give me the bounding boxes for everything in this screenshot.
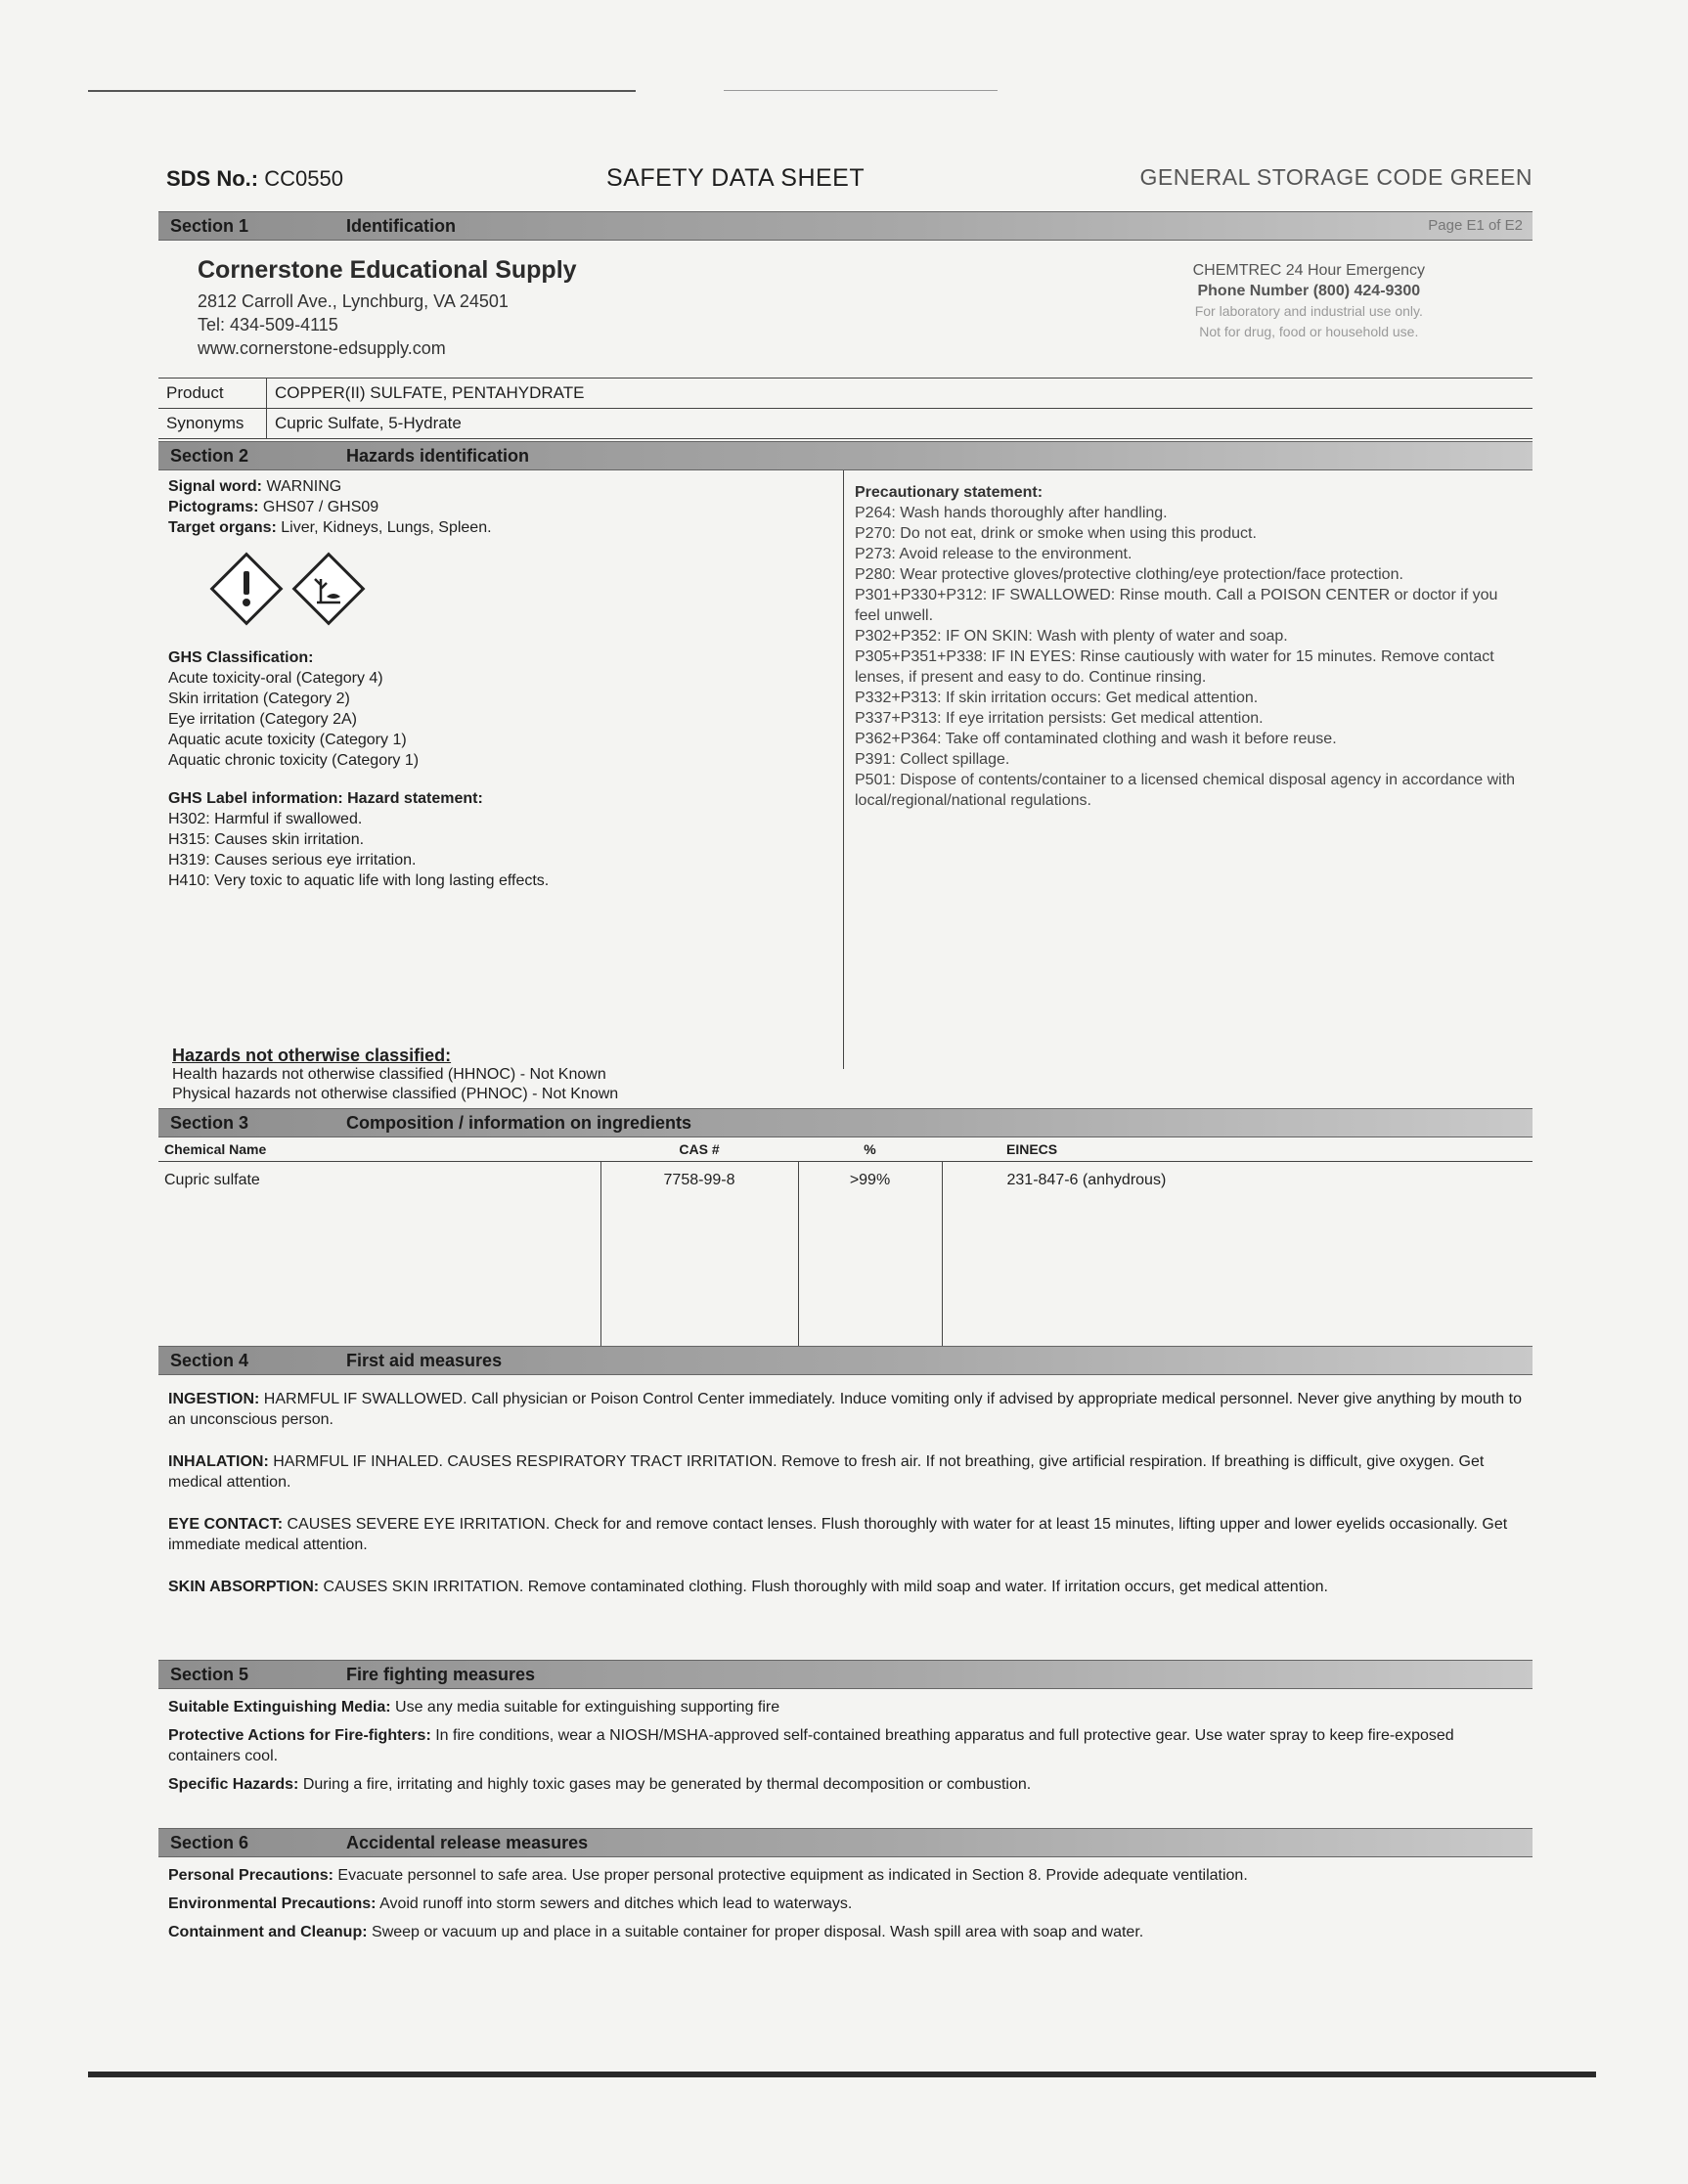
product-table [158, 378, 1533, 439]
list-item: P301+P330+P312: IF SWALLOWED: Rinse mouth. Call a POISON CENTER or doctor if you feel unwell. [855, 587, 1498, 624]
section-number: Section 5 [170, 1665, 249, 1684]
synonyms-value: Cupric Sulfate, 5-Hydrate [267, 409, 1533, 439]
precautionary-column [855, 482, 1520, 811]
section-number: Section 4 [170, 1351, 249, 1370]
list-item: P501: Dispose of contents/container to a licensed chemical disposal agency in accordance with local/regional/national regulations. [855, 772, 1516, 809]
document-title: SAFETY DATA SHEET [606, 164, 866, 192]
section-3-bar [158, 1108, 1533, 1137]
first-aid-item: SKIN ABSORPTION: CAUSES SKIN IRRITATION. Remove contaminated clothing. Flush thoroughly with mild soap and water. If irritation occurs, get medical attention. [168, 1579, 1328, 1595]
first-aid-block [158, 1375, 1533, 1625]
environment-icon [291, 552, 366, 626]
list-item: P362+P364: Take off contaminated clothing and wash it before reuse. [855, 731, 1337, 747]
section-6-bar [158, 1828, 1533, 1857]
section-title: Composition / information on ingredients [346, 1113, 691, 1133]
scan-edge-line [88, 2072, 1596, 2077]
scan-edge-line [88, 90, 636, 92]
classification-list [168, 668, 843, 771]
list-item: Aquatic acute toxicity (Category 1) [168, 732, 407, 748]
fire-fighting-block [158, 1689, 1533, 1806]
target-organs: Target organs: Liver, Kidneys, Lungs, Spleen. [168, 519, 492, 536]
ghs-label-info: GHS Label information: Hazard statement: [168, 790, 483, 807]
column-header: % [798, 1137, 942, 1162]
page-number: Page E1 of E2 [1428, 217, 1523, 234]
list-item: P273: Avoid release to the environment. [855, 546, 1133, 562]
product-row [158, 379, 1533, 409]
hazard-statement-list [168, 809, 843, 891]
section-number: Section 6 [170, 1833, 249, 1852]
release-item: Environmental Precautions: Avoid runoff into storm sewers and ditches which lead to waterways. [168, 1895, 853, 1912]
release-item: Containment and Cleanup: Sweep or vacuum up and place in a suitable container for proper disposal. Wash spill area with soap and water. [168, 1924, 1144, 1940]
synonyms-label: Synonyms [158, 409, 267, 439]
product-value: COPPER(II) SULFATE, PENTAHYDRATE [267, 379, 1533, 409]
ghs-pictograms [209, 552, 843, 630]
table-cell: 7758-99-8 [600, 1162, 798, 1347]
identification-block [158, 241, 1533, 378]
fire-item: Suitable Extinguishing Media: Use any media suitable for extinguishing supporting fire [168, 1699, 780, 1716]
list-item: Skin irritation (Category 2) [168, 691, 350, 707]
list-item: H410: Very toxic to aquatic life with long lasting effects. [168, 872, 550, 889]
column-divider [843, 470, 844, 1069]
list-item: P280: Wear protective gloves/protective clothing/eye protection/face protection. [855, 566, 1403, 583]
column-header: CAS # [600, 1137, 798, 1162]
section-title: Identification [346, 216, 456, 236]
list-item: Eye irritation (Category 2A) [168, 711, 357, 728]
list-item: Aquatic chronic toxicity (Category 1) [168, 752, 420, 769]
column-header: Chemical Name [158, 1137, 600, 1162]
composition-table [158, 1137, 1533, 1346]
list-item: H319: Causes serious eye irritation. [168, 852, 417, 869]
scan-edge-line [724, 90, 998, 91]
column-header: EINECS [942, 1137, 1533, 1162]
section-1-bar [158, 211, 1533, 241]
section-title: Hazards identification [346, 446, 530, 466]
storage-code: GENERAL STORAGE CODE GREEN [1139, 164, 1533, 190]
company-name: Cornerstone Educational Supply [198, 256, 577, 284]
table-cell: >99% [798, 1162, 942, 1347]
fire-item: Specific Hazards: During a fire, irritating and highly toxic gases may be generated by thermal decomposition or combustion. [168, 1776, 1032, 1793]
list-item: P332+P313: If skin irritation occurs: Get medical attention. [855, 690, 1259, 706]
table-row [158, 1162, 1533, 1347]
release-item: Personal Precautions: Evacuate personnel to safe area. Use proper personal protective equipment as indicated in Section 8. Provide adequate ventilation. [168, 1867, 1248, 1884]
first-aid-item: EYE CONTACT: CAUSES SEVERE EYE IRRITATION. Check for and remove contact lenses. Flush thoroughly with water for at least 15 minutes, lifting upper and lower eyelids occasionally. Get immediate medical attention. [168, 1516, 1508, 1553]
ghs-classification-label: GHS Classification: [168, 649, 314, 666]
list-item: P264: Wash hands thoroughly after handling. [855, 505, 1168, 521]
section-number: Section 1 [170, 216, 249, 236]
product-label: Product [158, 379, 267, 409]
section-number: Section 2 [170, 446, 249, 466]
pictogram-codes: Pictograms: GHS07 / GHS09 [168, 499, 379, 515]
table-cell: Cupric sulfate [164, 1172, 260, 1188]
precautionary-label: Precautionary statement: [855, 484, 1044, 501]
synonyms-row [158, 409, 1533, 439]
fire-item: Protective Actions for Fire-fighters: In fire conditions, wear a NIOSH/MSHA-approved self-contained breathing apparatus and full protective gear. Use water spray to keep fire-exposed containers cool. [168, 1727, 1454, 1764]
hazards-block [158, 470, 1533, 1108]
signal-word: Signal word: WARNING [168, 478, 342, 495]
list-item: P305+P351+P338: IF IN EYES: Rinse cautiously with water for 15 minutes. Remove contact lenses, if present and easy to do. Continue rinsing. [855, 648, 1494, 686]
exclamation-mark-icon [209, 552, 284, 626]
sds-number: SDS No.: CC0550 [166, 166, 343, 191]
hnoc-health: Health hazards not otherwise classified (HHNOC) - Not Known [172, 1066, 606, 1083]
accidental-release-block [158, 1857, 1533, 1954]
section-5-bar [158, 1660, 1533, 1689]
company-address: 2812 Carroll Ave., Lynchburg, VA 24501 [198, 291, 509, 311]
first-aid-item: INHALATION: HARMFUL IF INHALED. CAUSES RESPIRATORY TRACT IRRITATION. Remove to fresh air. If not breathing, give artificial respiration. If breathing is difficult, give oxygen. Get medical attention. [168, 1453, 1485, 1491]
list-item: Acute toxicity-oral (Category 4) [168, 670, 383, 687]
list-item: H315: Causes skin irritation. [168, 831, 365, 848]
list-item: P391: Collect spillage. [855, 751, 1010, 768]
hnoc-block [172, 1046, 618, 1104]
hnoc-title: Hazards not otherwise classified: [172, 1046, 452, 1065]
section-2-bar [158, 441, 1533, 470]
section-4-bar [158, 1346, 1533, 1375]
list-item: H302: Harmful if swallowed. [168, 811, 363, 827]
section-title: Accidental release measures [346, 1833, 589, 1852]
hnoc-physical: Physical hazards not otherwise classified (PHNOC) - Not Known [172, 1086, 619, 1102]
section-number: Section 3 [170, 1113, 249, 1133]
company-phone: Tel: 434-509-4115 [198, 315, 338, 334]
first-aid-item: INGESTION: HARMFUL IF SWALLOWED. Call physician or Poison Control Center immediately. Induce vomiting only if advised by appropriate medical personnel. Never give anything by mouth to an unconscious person. [168, 1391, 1522, 1428]
hazards-left-column [168, 476, 843, 891]
section-title: Fire fighting measures [346, 1665, 536, 1684]
table-cell: 231-847-6 (anhydrous) [942, 1162, 1533, 1347]
section-title: First aid measures [346, 1351, 503, 1370]
company-website[interactable]: www.cornerstone-edsupply.com [198, 338, 446, 358]
sds-page [158, 156, 1533, 1954]
document-header [158, 156, 1533, 201]
list-item: P270: Do not eat, drink or smoke when using this product. [855, 525, 1257, 542]
emergency-contact: CHEMTREC 24 Hour Emergency Phone Number (800) 424-9300 For laboratory and industrial use only. Not for drug, food or household use. [1192, 262, 1425, 339]
list-item: P302+P352: IF ON SKIN: Wash with plenty of water and soap. [855, 628, 1288, 645]
table-header-row [158, 1137, 1533, 1162]
list-item: P337+P313: If eye irritation persists: Get medical attention. [855, 710, 1264, 727]
